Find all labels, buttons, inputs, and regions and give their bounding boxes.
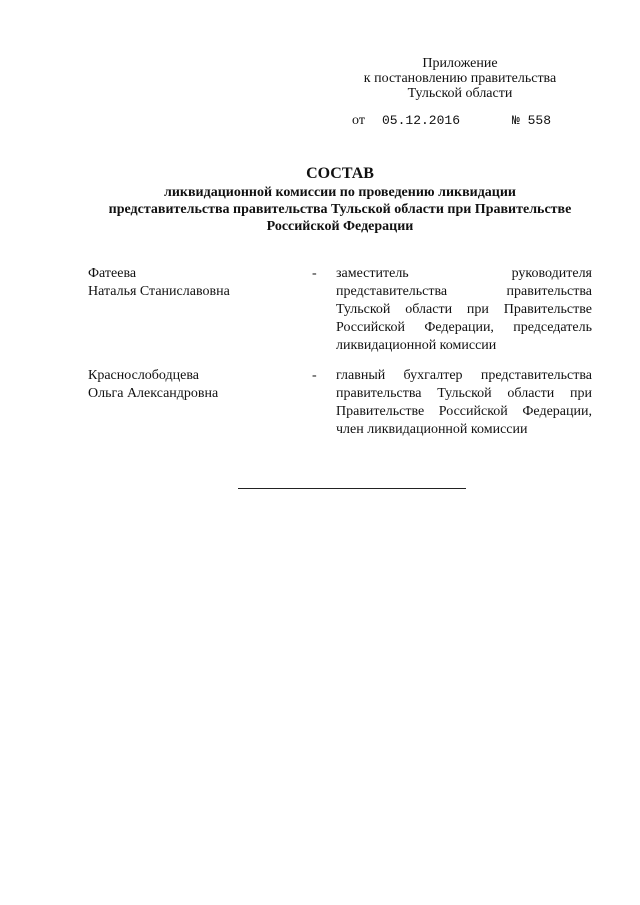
- document-title: [60, 164, 620, 235]
- member-dash: -: [312, 368, 317, 383]
- member-entry: [88, 265, 592, 367]
- decree-date: 05.12.2016: [382, 113, 461, 128]
- decree-from-label: от: [352, 113, 365, 128]
- title-line-2: представительства правительства Тульской области при Правительстве: [108, 202, 572, 217]
- title-line-3: Российской Федерации: [266, 219, 414, 234]
- member-role: заместитель руководителя представительства правительства Тульской области при Правительстве Российской Федерации, председатель ликвидационной комиссии: [336, 266, 592, 353]
- appendix-line-1: Приложение: [422, 56, 498, 71]
- member-name: [88, 367, 288, 403]
- title-main: СОСТАВ: [306, 165, 374, 182]
- member-surname: Краснослободцева: [88, 368, 199, 383]
- member-entry: [88, 367, 592, 447]
- decree-number: № 558: [512, 113, 552, 128]
- member-surname: Фатеева: [88, 266, 137, 281]
- closing-divider: [238, 488, 466, 489]
- member-name: [88, 265, 288, 301]
- appendix-line-3: Тульской области: [407, 86, 513, 101]
- member-role: главный бухгалтер представительства правительства Тульской области при Правительстве Российской Федерации, член ликвидационной комиссии: [336, 368, 592, 437]
- member-dash: -: [312, 266, 317, 281]
- appendix-line-2: к постановлению правительства: [363, 71, 557, 86]
- member-given-names: Наталья Станиславовна: [88, 284, 230, 299]
- appendix-header: [330, 56, 590, 101]
- title-line-1: ликвидационной комиссии по проведению ликвидации: [164, 185, 516, 200]
- commission-members: [88, 265, 592, 447]
- member-given-names: Ольга Александровна: [88, 386, 219, 401]
